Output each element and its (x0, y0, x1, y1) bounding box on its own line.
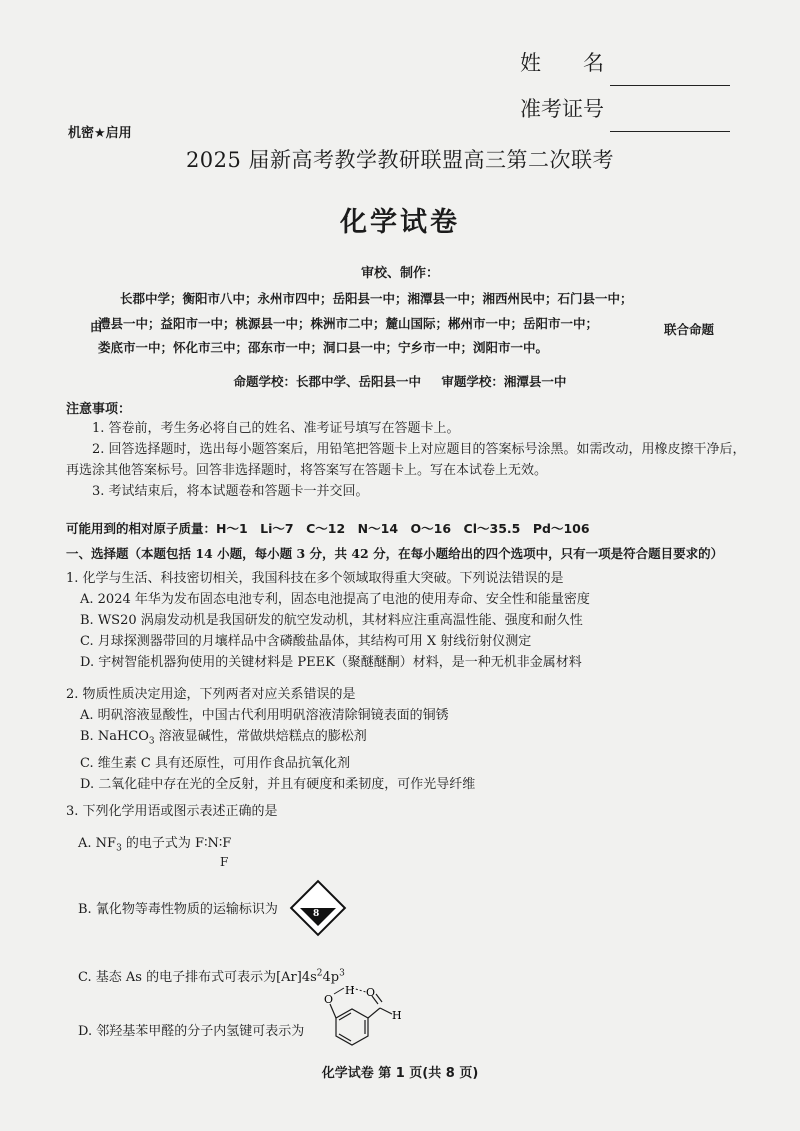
subscript: 3 (148, 736, 155, 747)
setter-school: 命题学校：长郡中学、岳阳县一中 (233, 374, 422, 389)
option-a[interactable] (78, 832, 231, 854)
subject-title: 化学试卷 (340, 207, 460, 238)
school-line: 娄底市一中；怀化市三中；邵东市一中；洞口县一中；宁乡市一中；浏阳市一中。 (98, 340, 549, 355)
production-label: 审校、制作： (360, 266, 439, 281)
reviewer-school: 审题学校：湘潭县一中 (441, 374, 567, 389)
id-label: 准考证号 (520, 97, 604, 121)
subscript: 3 (116, 843, 122, 854)
question-2 (66, 684, 756, 795)
option-c-text: C. 基态 As 的电子排布式可表示为[Ar]4s (78, 970, 317, 985)
option-c-text: 4p (322, 970, 340, 985)
superscript: 3 (339, 968, 345, 979)
option-b-text: B. NaHCO (80, 729, 149, 744)
production-suffix: 联合命题 (664, 322, 715, 337)
sign-class-number: 8 (313, 909, 320, 919)
secret-mark: 机密★启用 (68, 126, 132, 141)
question-1 (66, 568, 756, 673)
atom-label: H (345, 986, 355, 997)
school-line: 长郡中学；衡阳市八中；永州市四中；岳阳县一中；湘潭县一中；湘西州民中；石门县一中； (120, 291, 633, 306)
question-3 (66, 801, 756, 822)
option-b[interactable]: B. WS20 涡扇发动机是我国研发的航空发动机，其材料应注重高温性能、强度和耐久性 (80, 613, 583, 628)
c-h-bond (380, 1008, 392, 1014)
atom-label: H (392, 1009, 402, 1022)
salicylaldehyde-structure (314, 986, 424, 1058)
option-c[interactable]: C. 维生素 C 具有还原性，可用作食品抗氧化剂 (80, 755, 350, 771)
production-prefix: 由 (90, 319, 103, 334)
school-line: 澧县一中；益阳市一中；桃源县一中；株洲市二中；麓山国际；郴州市一中；岳阳市一中； (98, 315, 599, 331)
option-b-text: 溶液显碱性，常做烘焙糕点的膨松剂 (154, 729, 367, 744)
option-c[interactable]: C. 月球探测器带回的月壤样品中含磷酸盐晶体，其结构可用 X 射线衍射仪测定 (80, 634, 532, 649)
c-o-double-bond (376, 994, 382, 1002)
lewis-bottom-atom: F (220, 855, 229, 869)
lewis-structure: ∶N∶F (204, 836, 232, 851)
atom-label: O (366, 986, 376, 999)
candidate-info (520, 40, 730, 132)
name-label: 姓 名 (520, 51, 604, 75)
school-list (98, 287, 660, 361)
benzene-ring (336, 1009, 368, 1045)
option-a-text: 的电子式为 F (121, 836, 205, 851)
atom-label: O (324, 993, 334, 1006)
section-heading: 一、选择题（本题包括 14 小题，每小题 3 分，共 42 分，在每小题给出的四个选项中，只有一项是符合题目要求的） (66, 546, 724, 561)
exam-title: 2025 届新高考教学教研联盟高三第二次联考 (185, 148, 615, 172)
notice-item: 3. 考试结束后，将本试题卷和答题卡一并交回。 (92, 484, 369, 499)
option-b[interactable] (66, 726, 756, 753)
notice-item: 1. 答卷前，考生务必将自己的姓名、准考证号填写在答题卡上。 (92, 421, 460, 436)
superscript: 2 (316, 968, 323, 979)
notice-list (66, 418, 746, 502)
option-a[interactable]: A. 明矾溶液显酸性，中国古代利用明矾溶液清除铜镜表面的铜锈 (80, 708, 449, 723)
setter-line (0, 372, 800, 390)
toxic-transport-sign (292, 882, 344, 934)
notice-item: 2. 回答选择题时，选出每小题答案后，用铅笔把答题卡上对应题目的答案标号涂黑。如需改动，用橡皮擦干净后，再选涂其他答案标号。回答非选择题时，将答案写在答题卡上。写在本试卷上无效。 (66, 442, 746, 478)
option-a[interactable]: A. 2024 年华为发布固态电池专利，固态电池提高了电池的使用寿命、安全性和能量密度 (80, 592, 590, 607)
c-c-bond (368, 1008, 380, 1018)
option-c[interactable] (78, 966, 345, 985)
id-field[interactable] (610, 103, 730, 132)
option-d[interactable]: D. 二氧化硅中存在光的全反射，并且有硬度和柔韧度，可作光导纤维 (80, 776, 476, 792)
c-o-bond (330, 1004, 336, 1018)
question-stem: 3. 下列化学用语或图示表述正确的是 (66, 804, 278, 819)
notice-heading: 注意事项： (66, 402, 132, 417)
option-d[interactable]: D. 宇树智能机器狗使用的关键材料是 PEEK（聚醚醚酮）材料，是一种无机非金属材料 (80, 655, 582, 670)
question-stem: 1. 化学与生活、科技密切相关，我国科技在多个领域取得重大突破。下列说法错误的是 (66, 571, 564, 586)
atomic-masses: 可能用到的相对原子质量：H～1 Li～7 C～12 N～14 O～16 Cl～35.5 Pd～106 (66, 521, 590, 536)
option-d[interactable]: D. 邻羟基苯甲醛的分子内氢键可表示为 (78, 1024, 305, 1039)
o-h-bond (334, 988, 344, 994)
option-a-text: A. NF (78, 836, 117, 851)
option-b[interactable]: B. 氰化物等毒性物质的运输标识为 (78, 902, 278, 917)
page-footer: 化学试卷 第 1 页(共 8 页) (321, 1066, 479, 1081)
name-field[interactable] (610, 57, 730, 86)
question-stem: 2. 物质性质决定用途，下列两者对应关系错误的是 (66, 687, 356, 702)
